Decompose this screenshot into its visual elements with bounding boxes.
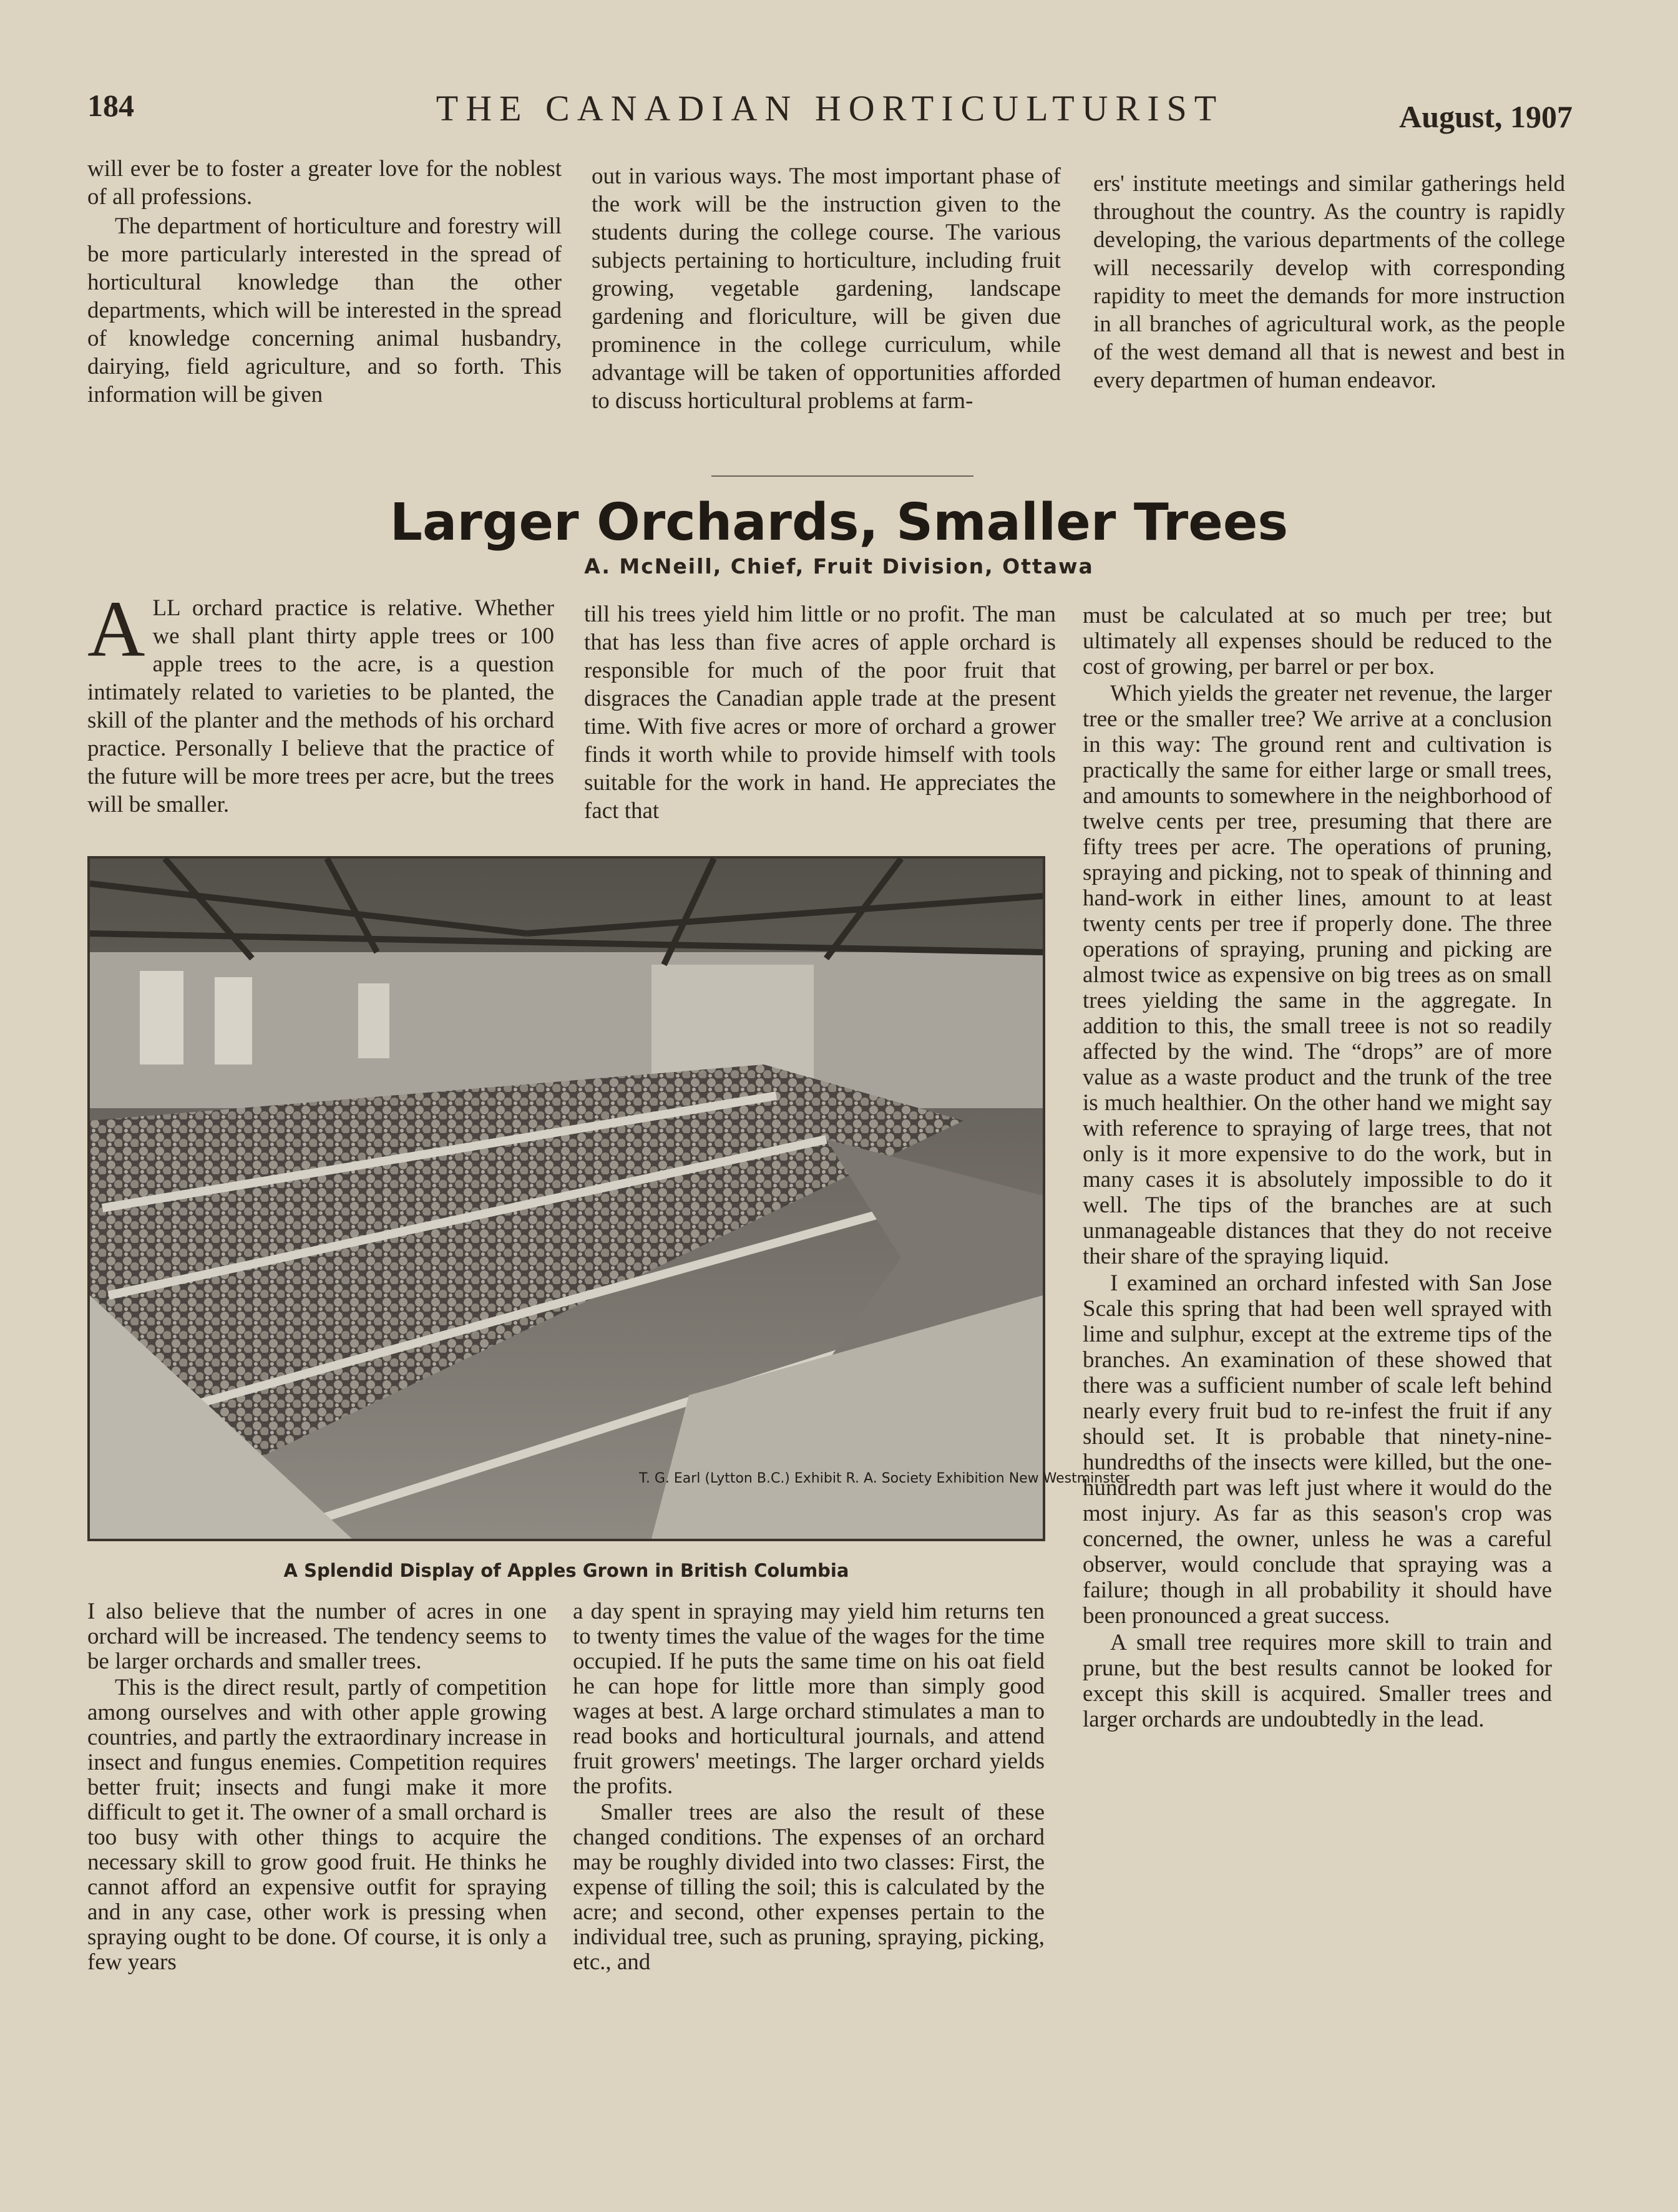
- paragraph: out in various ways. The most important phase of the work will be the instruction given to the students during the college course. The various subjects pertaining to horticulture, including fruit growing, vegetable gardening, landscape gardening and floriculture, will be given due prominence in the college curriculum, while advantage will be taken of opportunities afforded to discuss horticultural problems at farm-: [592, 163, 1061, 414]
- photo-caption: A Splendid Display of Apples Grown in British Columbia: [283, 1560, 849, 1581]
- prev-article-column-1: [87, 155, 562, 409]
- paragraph: Smaller trees are also the result of these changed conditions. The expenses of an orchard may be roughly divided into two classes: First, the expense of tilling the soil; this is calculated by the acre; and second, other expenses pertain to the individual tree, such as pruning, spraying, picking, etc., and: [573, 1800, 1045, 1975]
- issue-date: August, 1907: [1399, 99, 1573, 134]
- paragraph: I examined an orchard infested with San Jose Scale this spring that had been well sprayed with lime and sulphur, except at the extreme tips of the branches. An examination of these showed that there was a sufficient number of scale left behind nearly every fruit bud to re-infest the fruit if any should set. It is probable that ninety-nine-hundredths of the insects were killed, but the one-hundredth part was left just where it would do the most injury. As far as this season's crop was concerned, the owner, unless he was a careful observer, would conclude that spraying was a failure; though in all probability it should have been pronounced a great success.: [1083, 1270, 1552, 1629]
- paragraph: will ever be to foster a greater love for the noblest of all professions.: [87, 156, 562, 210]
- page-number: 184: [87, 88, 134, 123]
- drop-cap: A: [87, 585, 145, 673]
- paragraph: a day spent in spraying may yield him returns ten to twenty times the value of the wages for the time occupied. If he puts the same time on his oat field he can hope for little more than simply good wages at best. A large orchard stimulates a man to read books and horticultural journals, and attend fruit growers' meetings. The larger orchard yields the profits.: [573, 1599, 1045, 1799]
- photo-inscription: T. G. Earl (Lytton B.C.) Exhibit R. A. Society Exhibition New Westminster: [639, 1471, 1129, 1486]
- prev-article-column-2: [592, 162, 1061, 415]
- opening-text: LL orchard practice is relative. Whether we shall plant thirty apple trees or 100 apple trees to the acre, is a question intimately related to varieties to be planted, the skill of the planter and the methods of his orchard practice. Personally I believe that the practice of the future will be more trees per acre, but the trees will be smaller.: [87, 595, 554, 817]
- opening-paragraph: [87, 585, 554, 819]
- article-title: Larger Orchards, Smaller Trees: [389, 493, 1289, 552]
- article-byline: A. McNeill, Chief, Fruit Division, Ottawa: [584, 554, 1094, 578]
- paragraph: A small tree requires more skill to train and prune, but the best results cannot be looked for except this skill is acquired. Smaller trees and larger orchards are undoubtedly in the lead.: [1083, 1630, 1552, 1732]
- journal-title: THE CANADIAN HORTICULTURIST: [436, 88, 1224, 129]
- article-column-3: [1083, 603, 1552, 1732]
- article-column-1-top: [87, 585, 554, 819]
- article-column-2-top: [584, 600, 1056, 825]
- apple-display-photo: [87, 856, 1129, 1541]
- paragraph: I also believe that the number of acres in one orchard will be increased. The tendency seems to be larger orchards and smaller trees.: [87, 1599, 547, 1674]
- paragraph: Which yields the greater net revenue, the larger tree or the smaller tree? We arrive at a conclusion in this way: The ground rent and cultivation is practically the same for either large or small trees, and amounts to somewhere in the neighborhood of twelve cents per tree, presuming that there are fifty trees per acre. The operations of pruning, spraying and picking, not to speak of thinning and hand-work in either lines, amount to at least twenty cents per tree if properly done. The three operations of spraying, pruning and picking are almost twice as expensive on big trees as on small trees yielding the same in the aggregate. In addition to this, the small treee is not so readily affected by the wind. The “drops” are of more value as a waste product and the trunk of the tree is much healthier. On the other hand we might say with reference to spraying of large trees, that not only is it more expensive to do the work, but in many cases it is absolutely impossible to do it well. The tips of the branches are at such unmanageable distances that they do not receive their share of the spraying liquid.: [1083, 681, 1552, 1269]
- prev-article-column-3: [1093, 170, 1565, 394]
- paragraph: This is the direct result, partly of competition among ourselves and with other apple growing countries, and partly the extraordinary increase in insect and fungus enemies. Competition requires better fruit; insects and fungi make it more difficult to get it. The owner of a small orchard is too busy with other things to acquire the necessary skill to grow good fruit. He thinks he cannot afford an expensive outfit for spraying and in any case, other work is pressing when spraying ought to be done. Of course, it is only a few years: [87, 1675, 547, 1975]
- apple-display-illustration: [90, 859, 1129, 1539]
- paragraph: ers' institute meetings and similar gatherings held throughout the country. As the country is rapidly developing, the various departments of the college will necessarily develop with corresponding rapidity to meet the demands for more instruction in all branches of agricultural work, as the people of the west demand all that is newest and best in every departmen of human endeavor.: [1093, 171, 1565, 393]
- paragraph: The department of horticulture and forestry will be more particularly interested in the spread of horticultural knowledge than the other departments, which will be interested in the spread of knowledge concerning animal husbandry, dairying, field agriculture, and so forth. This information will be given: [87, 213, 562, 407]
- paragraph: till his trees yield him little or no profit. The man that has less than five acres of apple orchard is responsible for much of the poor fruit that disgraces the Canadian apple trade at the present time. With five acres or more of orchard a grower finds it worth while to provide himself with tools suitable for the work in hand. He appreciates the fact that: [584, 602, 1056, 824]
- running-header: [87, 87, 1573, 137]
- article-column-2-bottom: [573, 1599, 1045, 1975]
- paragraph: must be calculated at so much per tree; but ultimately all expenses should be reduced to the cost of growing, per barrel or per box.: [1083, 603, 1552, 680]
- separator-rule: [711, 475, 973, 477]
- article-column-1-bottom: [87, 1599, 547, 1975]
